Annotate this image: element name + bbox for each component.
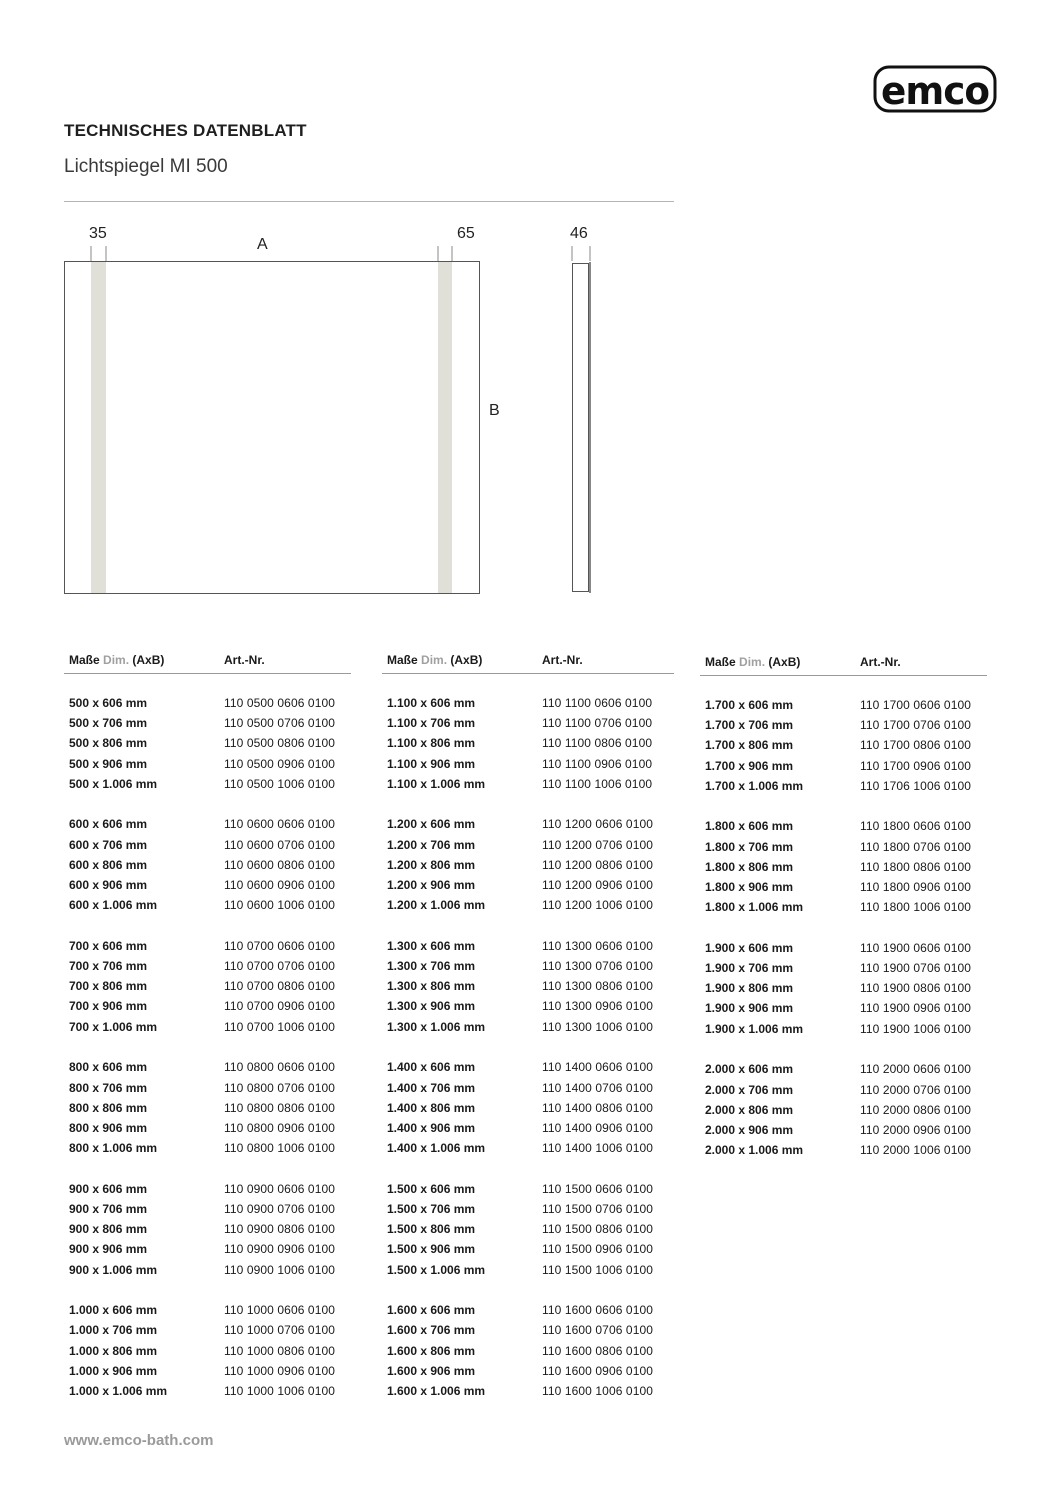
row-dimension: 1.000 x 606 mm <box>69 1303 158 1318</box>
row-dimension: 1.000 x 706 mm <box>69 1323 158 1338</box>
row-dimension: 1.200 x 706 mm <box>387 837 476 852</box>
table-row <box>700 756 987 776</box>
header-dimensions <box>387 653 482 667</box>
row-article-number: 110 0900 0706 0100 <box>224 1201 336 1216</box>
row-article-number: 110 1800 0806 0100 <box>860 859 972 874</box>
table-row <box>64 1361 351 1381</box>
header-article-number: Art.-Nr. <box>860 655 901 669</box>
row-dimension: 1.700 x 806 mm <box>705 738 794 753</box>
row-article-number: 110 1700 0806 0100 <box>860 738 972 753</box>
table-row <box>64 895 351 915</box>
table-row <box>382 1381 674 1401</box>
table-row <box>382 713 674 733</box>
row-article-number: 110 1100 0606 0100 <box>542 696 653 710</box>
table-row <box>700 958 987 978</box>
row-article-number: 110 0600 0806 0100 <box>224 857 336 872</box>
table-row <box>382 733 674 753</box>
row-article-number: 110 1800 1006 0100 <box>860 900 972 915</box>
header-dim-label-en: Dim. <box>103 653 130 667</box>
row-dimension: 900 x 606 mm <box>69 1181 148 1196</box>
dim-label-right-margin: 65 <box>457 225 475 242</box>
header-dimensions <box>69 653 164 667</box>
row-dimension: 1.400 x 1.006 mm <box>387 1141 486 1156</box>
row-article-number: 110 0700 0906 0100 <box>224 999 336 1014</box>
header-article-number: Art.-Nr. <box>224 653 265 667</box>
table-row <box>382 774 674 794</box>
header-dim-suffix: (AxB) <box>450 653 483 667</box>
row-dimension: 600 x 906 mm <box>69 878 148 892</box>
table-row <box>64 875 351 895</box>
table-row <box>64 1381 351 1401</box>
size-group <box>382 814 674 915</box>
table-row <box>64 1219 351 1239</box>
table-row <box>382 835 674 855</box>
row-dimension: 1.700 x 906 mm <box>705 758 794 773</box>
row-article-number: 110 1400 0806 0100 <box>542 1100 654 1115</box>
row-article-number: 110 0600 0706 0100 <box>224 837 336 852</box>
size-group <box>700 695 987 796</box>
table-row <box>382 1320 674 1340</box>
row-article-number: 110 1600 1006 0100 <box>542 1383 654 1398</box>
row-article-number: 110 2000 0606 0100 <box>860 1062 972 1077</box>
row-article-number: 110 1200 0806 0100 <box>542 857 654 872</box>
light-strip-right <box>438 262 452 593</box>
row-dimension: 1.800 x 1.006 mm <box>705 900 804 915</box>
row-dimension: 1.400 x 906 mm <box>387 1120 476 1135</box>
row-dimension: 800 x 706 mm <box>69 1080 148 1095</box>
table-row <box>382 1078 674 1098</box>
technical-drawing <box>0 0 700 620</box>
row-dimension: 1.400 x 606 mm <box>387 1060 476 1075</box>
table-row <box>382 976 674 996</box>
table-row <box>700 877 987 897</box>
table-row <box>382 956 674 976</box>
row-dimension: 1.600 x 606 mm <box>387 1303 476 1318</box>
table-row <box>700 857 987 877</box>
header-dim-suffix: (AxB) <box>768 655 801 669</box>
table-row <box>64 1260 351 1280</box>
row-article-number: 110 1400 0906 0100 <box>542 1120 654 1135</box>
table-row <box>382 1057 674 1077</box>
row-dimension: 1.200 x 606 mm <box>387 817 476 832</box>
table-row <box>382 1300 674 1320</box>
size-group <box>382 693 674 794</box>
table-row <box>700 897 987 917</box>
table-row <box>64 855 351 875</box>
table-row <box>382 1138 674 1158</box>
row-article-number: 110 0900 1006 0100 <box>224 1262 336 1277</box>
size-group <box>700 816 987 917</box>
row-dimension: 1.600 x 1.006 mm <box>387 1383 486 1398</box>
mirror-front-view <box>65 262 480 594</box>
table-header <box>64 653 351 674</box>
row-dimension: 600 x 706 mm <box>69 837 148 852</box>
table-row <box>382 855 674 875</box>
row-dimension: 700 x 906 mm <box>69 999 148 1014</box>
dim-label-depth: 46 <box>570 225 588 242</box>
row-dimension: 800 x 1.006 mm <box>69 1141 158 1156</box>
table-header <box>700 655 987 676</box>
table-row <box>700 1080 987 1100</box>
table-row <box>382 693 674 713</box>
row-dimension: 1.100 x 906 mm <box>387 756 476 771</box>
row-dimension: 1.500 x 806 mm <box>387 1222 476 1237</box>
header-article-number: Art.-Nr. <box>542 653 583 667</box>
row-article-number: 110 0900 0606 0100 <box>224 1181 336 1196</box>
row-article-number: 110 1100 0706 0100 <box>542 716 653 731</box>
row-article-number: 110 1600 0706 0100 <box>542 1323 654 1338</box>
header-dim-suffix: (AxB) <box>132 653 165 667</box>
size-group <box>382 1179 674 1280</box>
row-dimension: 1.000 x 906 mm <box>69 1363 158 1378</box>
page-subtitle: Lichtspiegel MI 500 <box>64 156 228 177</box>
row-article-number: 110 1000 0806 0100 <box>224 1343 336 1358</box>
mirror-side-view <box>573 264 589 592</box>
table-row <box>64 754 351 774</box>
row-dimension: 1.900 x 706 mm <box>705 961 794 976</box>
row-article-number: 110 1300 1006 0100 <box>542 1019 654 1034</box>
row-dimension: 1.100 x 606 mm <box>387 696 476 710</box>
row-article-number: 110 0500 0906 0100 <box>224 756 336 771</box>
row-dimension: 1.900 x 606 mm <box>705 940 794 955</box>
header-dim-label: Maße <box>705 655 736 669</box>
table-row <box>64 1320 351 1340</box>
table-row <box>64 693 351 713</box>
dim-label-height: B <box>489 402 500 419</box>
row-dimension: 500 x 706 mm <box>69 716 148 731</box>
table-row <box>382 1239 674 1259</box>
table-row <box>700 695 987 715</box>
table-row <box>382 895 674 915</box>
table-row <box>700 998 987 1018</box>
table-row <box>64 1118 351 1138</box>
row-dimension: 1.200 x 806 mm <box>387 857 476 872</box>
row-dimension: 1.300 x 606 mm <box>387 938 476 953</box>
dim-label-width: A <box>257 236 268 253</box>
row-dimension: 900 x 806 mm <box>69 1222 148 1237</box>
row-dimension: 900 x 1.006 mm <box>69 1262 158 1277</box>
size-group <box>64 693 351 794</box>
row-article-number: 110 1900 0706 0100 <box>860 961 972 976</box>
table-column-3 <box>700 655 987 1181</box>
row-dimension: 2.000 x 606 mm <box>705 1062 794 1077</box>
table-row <box>64 1179 351 1199</box>
row-article-number: 110 1100 0806 0100 <box>542 736 653 751</box>
table-row <box>64 1300 351 1320</box>
row-dimension: 900 x 906 mm <box>69 1242 148 1257</box>
row-article-number: 110 1000 0906 0100 <box>224 1363 336 1378</box>
row-article-number: 110 1600 0606 0100 <box>542 1303 654 1318</box>
row-article-number: 110 1400 0706 0100 <box>542 1080 654 1095</box>
table-row <box>64 1098 351 1118</box>
row-article-number: 110 1200 0606 0100 <box>542 817 654 832</box>
row-article-number: 110 0600 1006 0100 <box>224 898 336 913</box>
row-dimension: 2.000 x 806 mm <box>705 1102 794 1117</box>
table-row <box>700 1059 987 1079</box>
row-article-number: 110 1000 0706 0100 <box>224 1323 336 1338</box>
logo-text: emco <box>881 69 989 113</box>
row-article-number: 110 1200 1006 0100 <box>542 898 654 913</box>
row-dimension: 500 x 906 mm <box>69 756 148 771</box>
row-dimension: 1.100 x 806 mm <box>387 736 476 751</box>
table-row <box>64 733 351 753</box>
row-article-number: 110 1600 0806 0100 <box>542 1343 654 1358</box>
row-dimension: 1.300 x 706 mm <box>387 959 476 974</box>
row-article-number: 110 0800 0906 0100 <box>224 1120 336 1135</box>
row-article-number: 110 1000 1006 0100 <box>224 1383 336 1398</box>
table-row <box>64 996 351 1016</box>
row-dimension: 500 x 806 mm <box>69 736 148 751</box>
row-dimension: 800 x 606 mm <box>69 1060 148 1075</box>
row-article-number: 110 1400 0606 0100 <box>542 1060 654 1075</box>
header-dim-label-en: Dim. <box>421 653 448 667</box>
header-dim-label: Maße <box>387 653 418 667</box>
table-row <box>64 956 351 976</box>
row-article-number: 110 0500 0606 0100 <box>224 696 336 710</box>
row-article-number: 110 0700 0706 0100 <box>224 959 336 974</box>
row-article-number: 110 1000 0606 0100 <box>224 1303 336 1318</box>
row-dimension: 1.200 x 1.006 mm <box>387 898 486 913</box>
table-header <box>382 653 674 674</box>
row-article-number: 110 0700 0806 0100 <box>224 979 336 994</box>
row-article-number: 110 1900 0806 0100 <box>860 981 972 996</box>
row-article-number: 110 1800 0906 0100 <box>860 880 972 894</box>
table-row <box>64 835 351 855</box>
table-column-2 <box>382 653 674 1422</box>
row-article-number: 110 1400 1006 0100 <box>542 1141 654 1156</box>
table-row <box>700 1019 987 1039</box>
row-dimension: 1.800 x 806 mm <box>705 859 794 874</box>
row-article-number: 110 0800 0606 0100 <box>224 1060 336 1075</box>
header-dimensions <box>705 655 800 669</box>
table-row <box>700 1100 987 1120</box>
table-row <box>382 754 674 774</box>
row-dimension: 1.700 x 706 mm <box>705 718 794 733</box>
row-article-number: 110 1500 0706 0100 <box>542 1201 654 1216</box>
table-row <box>382 1017 674 1037</box>
row-dimension: 1.600 x 706 mm <box>387 1323 476 1338</box>
emco-logo <box>873 64 997 114</box>
table-row <box>700 1120 987 1140</box>
table-row <box>382 1098 674 1118</box>
table-row <box>700 715 987 735</box>
row-article-number: 110 0700 1006 0100 <box>224 1019 336 1034</box>
dim-label-left-margin: 35 <box>89 225 107 242</box>
row-article-number: 110 0600 0606 0100 <box>224 817 336 832</box>
row-dimension: 700 x 1.006 mm <box>69 1019 158 1034</box>
row-dimension: 800 x 906 mm <box>69 1120 148 1135</box>
table-row <box>64 1199 351 1219</box>
row-article-number: 110 0500 0706 0100 <box>224 716 336 731</box>
size-group <box>64 936 351 1037</box>
table-row <box>382 875 674 895</box>
row-dimension: 1.700 x 1.006 mm <box>705 778 804 793</box>
row-dimension: 2.000 x 706 mm <box>705 1082 794 1097</box>
table-row <box>64 976 351 996</box>
table-row <box>700 735 987 755</box>
row-dimension: 1.400 x 706 mm <box>387 1080 476 1095</box>
row-dimension: 2.000 x 1.006 mm <box>705 1143 804 1158</box>
row-dimension: 600 x 606 mm <box>69 817 148 832</box>
row-dimension: 700 x 706 mm <box>69 959 148 974</box>
row-dimension: 1.000 x 806 mm <box>69 1343 158 1358</box>
page-title: TECHNISCHES DATENBLATT <box>64 121 307 140</box>
row-dimension: 1.100 x 706 mm <box>387 716 476 731</box>
row-dimension: 1.300 x 806 mm <box>387 979 476 994</box>
row-dimension: 1.400 x 806 mm <box>387 1100 476 1115</box>
row-article-number: 110 0500 0806 0100 <box>224 736 336 751</box>
size-group <box>382 1057 674 1158</box>
row-article-number: 110 1500 0606 0100 <box>542 1181 654 1196</box>
row-dimension: 1.600 x 806 mm <box>387 1343 476 1358</box>
row-article-number: 110 1800 0706 0100 <box>860 839 972 854</box>
table-row <box>700 978 987 998</box>
size-group <box>700 1059 987 1160</box>
row-article-number: 110 0600 0906 0100 <box>224 878 336 892</box>
row-dimension: 500 x 1.006 mm <box>69 776 158 791</box>
table-row <box>700 776 987 796</box>
row-dimension: 2.000 x 906 mm <box>705 1122 794 1137</box>
table-row <box>382 1260 674 1280</box>
row-dimension: 1.700 x 606 mm <box>705 698 794 712</box>
table-row <box>382 996 674 1016</box>
table-row <box>382 1118 674 1138</box>
table-row <box>64 774 351 794</box>
table-row <box>382 936 674 956</box>
row-dimension: 1.000 x 1.006 mm <box>69 1383 168 1398</box>
row-article-number: 110 1300 0606 0100 <box>542 938 654 953</box>
row-dimension: 1.300 x 1.006 mm <box>387 1019 486 1034</box>
size-group <box>64 814 351 915</box>
header-dim-label-en: Dim. <box>739 655 766 669</box>
table-row <box>382 1179 674 1199</box>
row-dimension: 1.900 x 1.006 mm <box>705 1021 804 1036</box>
table-row <box>382 814 674 834</box>
table-row <box>382 1199 674 1219</box>
size-group <box>64 1300 351 1401</box>
row-article-number: 110 1700 0906 0100 <box>860 758 972 773</box>
row-dimension: 800 x 806 mm <box>69 1100 148 1115</box>
table-row <box>700 837 987 857</box>
row-article-number: 110 1500 0906 0100 <box>542 1242 654 1257</box>
row-article-number: 110 1700 0606 0100 <box>860 698 972 712</box>
table-column-1 <box>64 653 351 1422</box>
table-row <box>64 1057 351 1077</box>
row-article-number: 110 1300 0906 0100 <box>542 999 654 1014</box>
size-group <box>700 938 987 1039</box>
row-dimension: 1.300 x 906 mm <box>387 999 476 1014</box>
row-article-number: 110 1706 1006 0100 <box>860 778 972 793</box>
row-article-number: 110 0700 0606 0100 <box>224 938 336 953</box>
table-row <box>64 1341 351 1361</box>
row-article-number: 110 1900 1006 0100 <box>860 1021 972 1036</box>
row-article-number: 110 2000 0706 0100 <box>860 1082 972 1097</box>
row-article-number: 110 0900 0806 0100 <box>224 1222 336 1237</box>
row-article-number: 110 0800 0706 0100 <box>224 1080 336 1095</box>
row-article-number: 110 1100 0906 0100 <box>542 756 653 771</box>
table-row <box>64 1017 351 1037</box>
row-article-number: 110 1300 0806 0100 <box>542 979 654 994</box>
row-dimension: 600 x 806 mm <box>69 857 148 872</box>
size-group <box>382 1300 674 1401</box>
row-article-number: 110 0500 1006 0100 <box>224 776 336 791</box>
row-article-number: 110 1900 0606 0100 <box>860 940 972 955</box>
size-group <box>382 936 674 1037</box>
size-group <box>64 1179 351 1280</box>
size-group <box>64 1057 351 1158</box>
row-article-number: 110 1900 0906 0100 <box>860 1001 972 1016</box>
row-dimension: 1.500 x 906 mm <box>387 1242 476 1257</box>
table-row <box>64 1078 351 1098</box>
row-dimension: 1.800 x 906 mm <box>705 880 794 894</box>
table-row <box>64 814 351 834</box>
row-dimension: 500 x 606 mm <box>69 696 148 710</box>
row-article-number: 110 1500 1006 0100 <box>542 1262 654 1277</box>
row-dimension: 1.800 x 606 mm <box>705 819 794 834</box>
row-dimension: 1.800 x 706 mm <box>705 839 794 854</box>
row-article-number: 110 1200 0706 0100 <box>542 837 654 852</box>
table-row <box>64 1138 351 1158</box>
row-article-number: 110 0800 0806 0100 <box>224 1100 336 1115</box>
light-strip-left <box>91 262 106 593</box>
row-dimension: 1.200 x 906 mm <box>387 878 476 892</box>
row-article-number: 110 1800 0606 0100 <box>860 819 972 834</box>
row-article-number: 110 2000 0806 0100 <box>860 1102 972 1117</box>
row-dimension: 1.500 x 706 mm <box>387 1201 476 1216</box>
row-dimension: 600 x 1.006 mm <box>69 898 158 913</box>
row-article-number: 110 1300 0706 0100 <box>542 959 654 974</box>
row-dimension: 1.500 x 606 mm <box>387 1181 476 1196</box>
row-dimension: 1.900 x 906 mm <box>705 1001 794 1016</box>
header-dim-label: Maße <box>69 653 100 667</box>
row-article-number: 110 0800 1006 0100 <box>224 1141 336 1156</box>
row-dimension: 1.100 x 1.006 mm <box>387 776 486 791</box>
row-dimension: 1.500 x 1.006 mm <box>387 1262 486 1277</box>
table-row <box>382 1361 674 1381</box>
table-row <box>700 938 987 958</box>
row-article-number: 110 1700 0706 0100 <box>860 718 972 733</box>
row-article-number: 110 0900 0906 0100 <box>224 1242 336 1257</box>
table-row <box>64 936 351 956</box>
table-row <box>382 1341 674 1361</box>
row-dimension: 900 x 706 mm <box>69 1201 148 1216</box>
row-article-number: 110 1200 0906 0100 <box>542 878 654 892</box>
row-article-number: 110 1100 1006 0100 <box>542 776 653 791</box>
row-article-number: 110 1500 0806 0100 <box>542 1222 654 1237</box>
table-row <box>64 713 351 733</box>
table-row <box>64 1239 351 1259</box>
row-article-number: 110 2000 0906 0100 <box>860 1122 972 1137</box>
row-dimension: 700 x 606 mm <box>69 938 148 953</box>
table-row <box>700 816 987 836</box>
row-dimension: 1.600 x 906 mm <box>387 1363 476 1378</box>
footer-url: www.emco-bath.com <box>64 1432 214 1449</box>
row-dimension: 700 x 806 mm <box>69 979 148 994</box>
table-row <box>382 1219 674 1239</box>
row-article-number: 110 1600 0906 0100 <box>542 1363 654 1378</box>
row-article-number: 110 2000 1006 0100 <box>860 1143 972 1158</box>
table-row <box>700 1140 987 1160</box>
row-dimension: 1.900 x 806 mm <box>705 981 794 996</box>
